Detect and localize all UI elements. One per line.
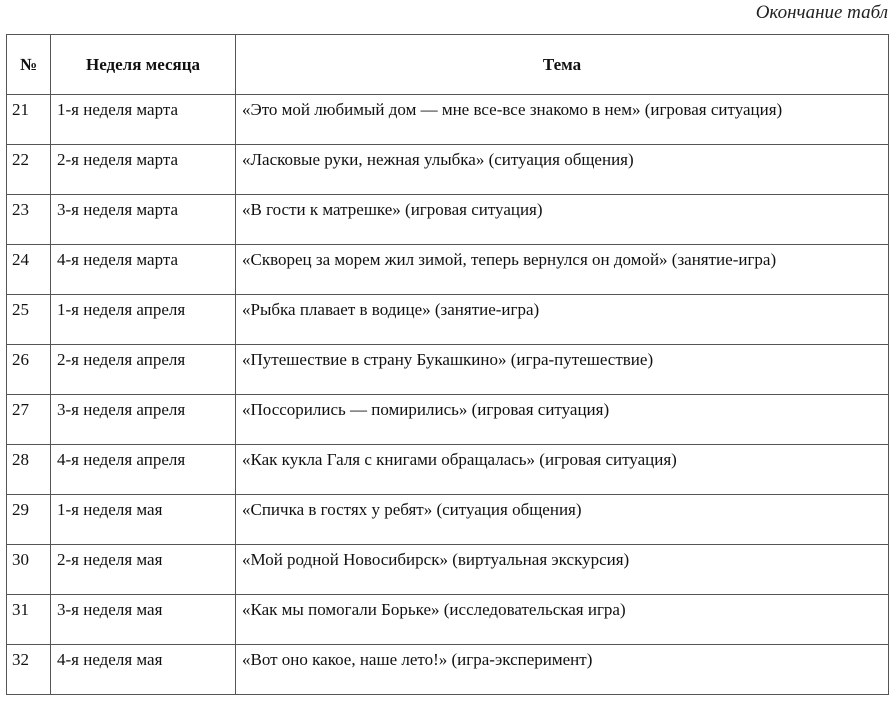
row-week: 2-я неделя марта (51, 145, 236, 195)
row-week: 1-я неделя мая (51, 495, 236, 545)
row-week: 4-я неделя мая (51, 645, 236, 695)
table-row (7, 95, 889, 145)
table-row (7, 295, 889, 345)
header-number: № (7, 35, 51, 95)
row-week: 2-я неделя апреля (51, 345, 236, 395)
header-row (7, 35, 889, 95)
row-week: 3-я неделя марта (51, 195, 236, 245)
row-week: 2-я неделя мая (51, 545, 236, 595)
row-topic: «Как кукла Галя с книгами обращалась» (игровая ситуация) (236, 445, 889, 495)
table-row (7, 645, 889, 695)
row-number: 27 (7, 395, 51, 445)
row-topic: «Мой родной Новосибирск» (виртуальная экскурсия) (236, 545, 889, 595)
table-row (7, 145, 889, 195)
row-topic: «Спичка в гостях у ребят» (ситуация общения) (236, 495, 889, 545)
row-topic: «Как мы помогали Борьке» (исследовательская игра) (236, 595, 889, 645)
table-row (7, 545, 889, 595)
row-topic: «Это мой любимый дом — мне все-все знакомо в нем» (игровая ситуация) (236, 95, 889, 145)
row-number: 25 (7, 295, 51, 345)
row-topic: «Поссорились — помирились» (игровая ситуация) (236, 395, 889, 445)
table-row (7, 345, 889, 395)
table-row (7, 595, 889, 645)
header-topic: Тема (236, 35, 889, 95)
row-number: 32 (7, 645, 51, 695)
row-week: 4-я неделя апреля (51, 445, 236, 495)
table-row (7, 395, 889, 445)
row-topic: «Ласковые руки, нежная улыбка» (ситуация общения) (236, 145, 889, 195)
table-header (7, 35, 889, 95)
table-body (7, 95, 889, 695)
row-number: 22 (7, 145, 51, 195)
row-topic: «Рыбка плавает в водице» (занятие-игра) (236, 295, 889, 345)
row-number: 30 (7, 545, 51, 595)
schedule-table (6, 34, 889, 695)
table-row (7, 495, 889, 545)
header-week: Неделя месяца (51, 35, 236, 95)
row-number: 21 (7, 95, 51, 145)
row-number: 24 (7, 245, 51, 295)
row-week: 4-я неделя марта (51, 245, 236, 295)
table-row (7, 445, 889, 495)
table-continuation-caption: Окончание табл (755, 2, 888, 23)
row-week: 3-я неделя мая (51, 595, 236, 645)
row-week: 1-я неделя марта (51, 95, 236, 145)
row-topic: «Скворец за морем жил зимой, теперь вернулся он домой» (занятие-игра) (236, 245, 889, 295)
row-number: 26 (7, 345, 51, 395)
row-number: 28 (7, 445, 51, 495)
row-week: 3-я неделя апреля (51, 395, 236, 445)
row-week: 1-я неделя апреля (51, 295, 236, 345)
row-number: 23 (7, 195, 51, 245)
row-topic: «Вот оно какое, наше лето!» (игра-эксперимент) (236, 645, 889, 695)
table-row (7, 195, 889, 245)
row-topic: «В гости к матрешке» (игровая ситуация) (236, 195, 889, 245)
row-number: 31 (7, 595, 51, 645)
row-number: 29 (7, 495, 51, 545)
row-topic: «Путешествие в страну Букашкино» (игра-путешествие) (236, 345, 889, 395)
table-row (7, 245, 889, 295)
